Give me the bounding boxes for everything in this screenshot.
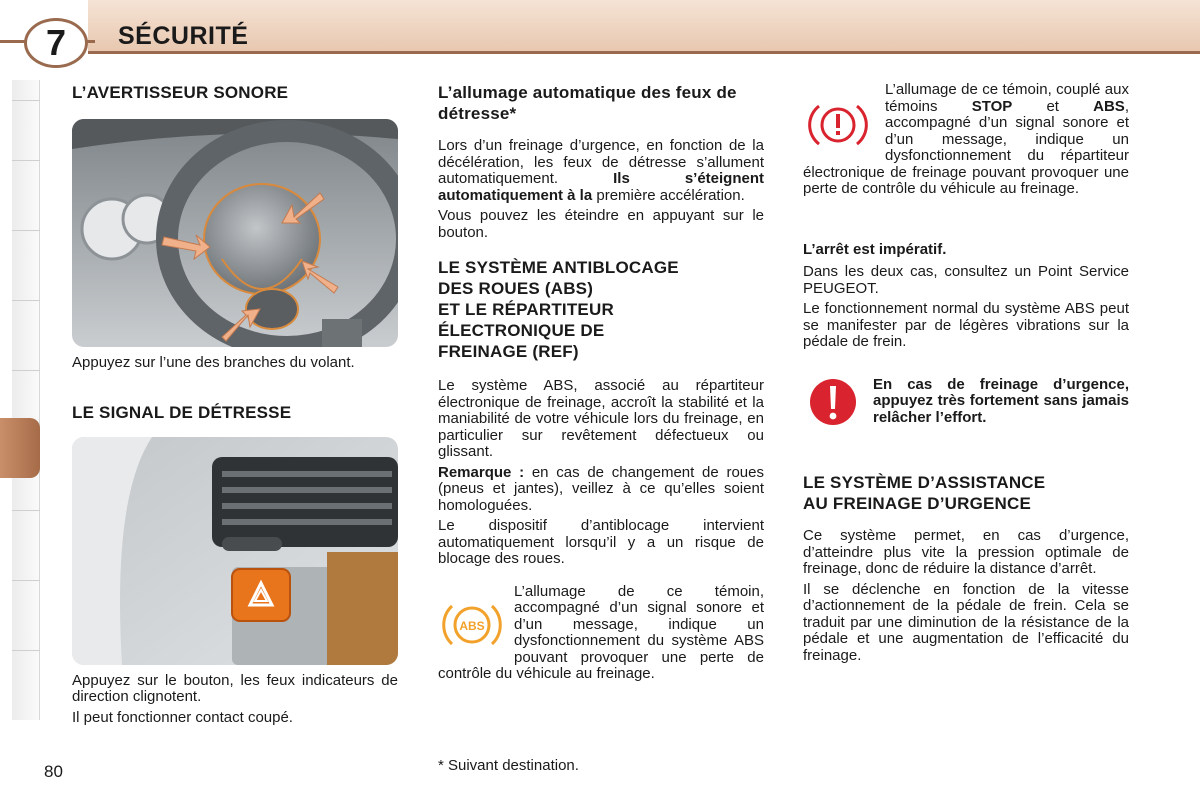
afu-title-line: AU FREINAGE D’URGENCE [803, 494, 1032, 513]
abs-title-line: ÉLECTRONIQUE DE [438, 321, 605, 340]
side-tick [12, 370, 40, 371]
column-middle [438, 82, 764, 683]
abs-icon-label: ABS [459, 618, 485, 633]
abs-vibration: Le fonctionnement normal du système ABS peut se manifester par de légères vibrations sur la pédale de frein. [803, 300, 1129, 350]
side-tick [12, 650, 40, 651]
abs-title-line: FREINAGE (REF) [438, 342, 579, 361]
footnote: * Suivant destination. [438, 757, 579, 774]
ref-warning-abs: ABS [1093, 97, 1125, 115]
side-tick [12, 580, 40, 581]
chapter-number: 7 [45, 22, 67, 63]
afu-paragraph: Ce système permet, en cas d’urgence, d’atteindre plus vite la pression optimale de freinage, donc de réduire la distance d’arrêt. [803, 527, 1129, 577]
abs-paragraph: Le système ABS, associé au répartiteur électronique de freinage, accroît la stabilité et la maniabilité de votre véhicule lors du freinage, en particulier sur revêtement défectueux ou glissant. [438, 377, 764, 460]
afu-title-line: LE SYSTÈME D’ASSISTANCE [803, 473, 1046, 492]
stop-title: L’arrêt est impératif. [803, 240, 947, 258]
side-tick [12, 100, 40, 101]
auto-hazard-paragraph [438, 138, 764, 204]
abs-warning-icon [442, 596, 502, 654]
abs-warning-block [438, 584, 764, 683]
abs-auto: Le dispositif d’antiblocage intervient automatiquement lorsqu’il y a un risque de blocage des roues. [438, 517, 764, 567]
abs-remark-text: en cas de changement de roues (pneus et jantes), veillez à ce qu’elles soient homologuées. [438, 463, 764, 514]
auto-hazard-text: Lors d’un freinage d’urgence, en fonction de la décélération, les feux de détresse s’allument automatiquement. [438, 137, 764, 187]
auto-hazard-bold: Ils s’éteignent automatiquement à la [438, 170, 764, 204]
ref-warning-part: L’allumage de ce témoin, couplé aux témoins [885, 81, 1129, 115]
ref-warning-stop: STOP [971, 97, 1013, 115]
urgent-block [803, 377, 1129, 427]
auto-hazard-off: Vous pouvez les éteindre en appuyant sur le bouton. [438, 207, 764, 241]
hazard-caption: Appuyez sur le bouton, les feux indicateurs de direction clignotent. [72, 671, 398, 705]
abs-title [438, 257, 764, 362]
auto-hazard-end: première accélération. [592, 186, 745, 204]
exclamation-icon [809, 377, 857, 427]
horn-caption: Appuyez sur l’une des branches du volant. [72, 354, 355, 371]
header-band [88, 0, 1200, 54]
stop-paragraph: Dans les deux cas, consultez un Point Service PEUGEOT. [803, 263, 1129, 297]
auto-hazard-title: L’allumage automatique des feux de détresse* [438, 83, 737, 123]
abs-remark [438, 465, 764, 515]
ref-warning-part: , accompagné d’un signal sonore et d’un message, indique un dysfonctionnement du répartiteur électronique de freinage pouvant provoquer une perte de contrôle du véhicule au freinage. [803, 97, 1129, 197]
hazard-note: Il peut fonctionner contact coupé. [72, 708, 293, 726]
brake-warning-icon [807, 98, 869, 152]
hazard-button[interactable] [232, 569, 290, 621]
afu-title [803, 472, 1129, 514]
page-number: 80 [44, 762, 63, 781]
chapter-title: SÉCURITÉ [118, 22, 249, 50]
ref-warning-block [803, 82, 1129, 198]
side-tick [12, 300, 40, 301]
abs-warning-text: L’allumage de ce témoin, accompagné d’un signal sonore et d’un message, indique un dysfonctionnement du système ABS pouvant provoquer une perte de contrôle du véhicule au freinage. [438, 582, 764, 682]
side-tick [12, 510, 40, 511]
column-left [72, 82, 398, 726]
abs-title-line: ET LE RÉPARTITEUR [438, 300, 614, 319]
chapter-side-tab-active[interactable] [0, 418, 40, 478]
column-right [803, 82, 1129, 664]
ref-warning-part: et [1012, 97, 1094, 115]
horn-title: L’AVERTISSEUR SONORE [72, 83, 289, 102]
abs-title-line: LE SYSTÈME ANTIBLOCAGE [438, 258, 679, 277]
abs-title-line: DES ROUES (ABS) [438, 279, 594, 298]
side-tick [12, 230, 40, 231]
side-tick [12, 160, 40, 161]
hazard-button-photo [72, 437, 398, 665]
abs-remark-label: Remarque : [438, 463, 525, 481]
steering-wheel-photo [72, 119, 398, 347]
chapter-badge [24, 18, 88, 68]
afu-paragraph-2: Il se déclenche en fonction de la vitesse d’actionnement de la pédale de frein. Cela se traduit par une diminution de la résistance de la pédale et une augmentation de l’efficacité du freinage. [803, 580, 1129, 664]
hazard-title: LE SIGNAL DE DÉTRESSE [72, 402, 292, 422]
urgent-text: En cas de freinage d’urgence, appuyez très fortement sans jamais relâcher l’effort. [873, 375, 1129, 426]
chapter-side-strip [12, 80, 40, 720]
